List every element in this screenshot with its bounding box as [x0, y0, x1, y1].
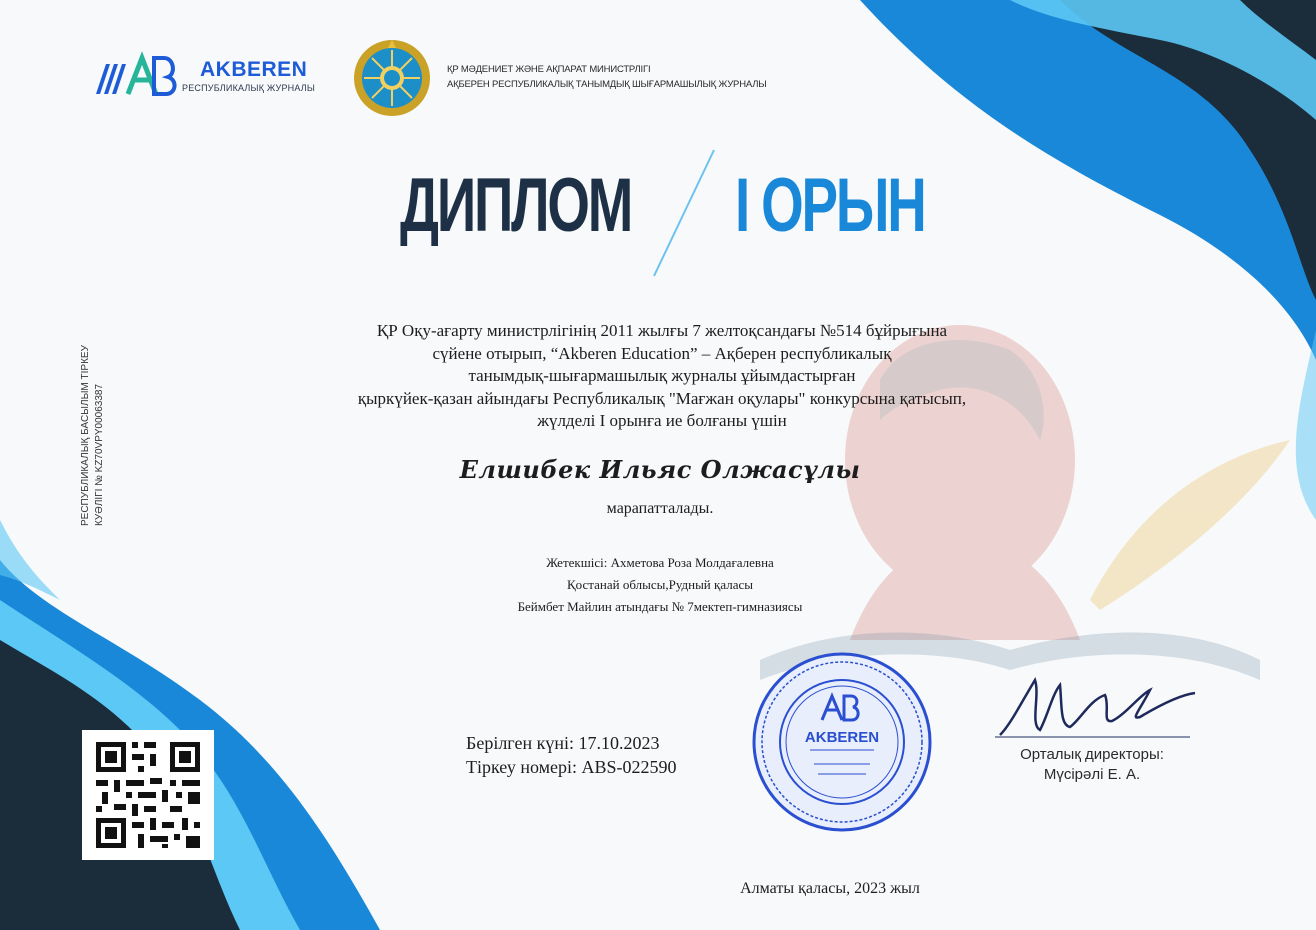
- title-diploma: ДИПЛОМ: [400, 163, 632, 248]
- state-emblem: [352, 38, 432, 123]
- ministry-line-1: ҚР МӘДЕНИЕТ ЖӘНЕ АҚПАРАТ МИНИСТРЛІГІ: [447, 64, 651, 75]
- ministry-header: [447, 62, 766, 92]
- logo-name: AKBEREN: [200, 58, 308, 81]
- side-text-line-2: КУӘЛІГІ № KZ70VPY00063387: [94, 383, 105, 526]
- director-title: Орталық директоры:: [1020, 746, 1164, 763]
- body-line-1: ҚР Оқу-ағарту министрлігінің 2011 жылғы 7 желтоқсандағы №514 бұйрығына: [376, 321, 948, 340]
- body-line-5: жүлделі І орынға ие болғаны үшін: [537, 411, 787, 430]
- ministry-line-2: АҚБЕРЕН РЕСПУБЛИКАЛЫҚ ТАНЫМДЫҚ ШЫҒАРМАШЫЛЫҚ ЖУРНАЛЫ: [447, 79, 767, 90]
- stamp-seal-icon: [750, 650, 934, 834]
- body-line-3: танымдық-шығармашылық журналы ұйымдастырған: [468, 366, 856, 385]
- diploma-body: [250, 320, 1074, 433]
- official-stamp: [750, 650, 934, 839]
- director-name: Мүсірәлі Е. А.: [1043, 766, 1141, 783]
- issue-date: Берілген күні: 17.10.2023: [466, 733, 660, 753]
- supervisor-name: Жетекшісі: Ахметова Роза Молдағалевна: [546, 555, 774, 570]
- supervisor-block: [420, 552, 900, 618]
- body-line-2: сүйене отырып, “Akberen Education” – Ақберен республикалық: [432, 343, 892, 363]
- supervisor-location: Қостанай облысы,Рудный қаласы: [567, 577, 753, 592]
- body-line-4: қыркүйек-қазан айындағы Республикалық "Мағжан оқулары" конкурсына қатысып,: [357, 388, 967, 408]
- side-text-line-1: РЕСПУБЛИКАЛЫҚ БАСЫЛЫМ ТІРКЕУ: [80, 345, 91, 526]
- director-signature: [990, 665, 1200, 750]
- signature-icon: [990, 665, 1200, 745]
- stamp-name: AKBEREN: [804, 729, 880, 746]
- director-block: [982, 745, 1202, 785]
- kazakhstan-emblem-icon: [352, 38, 432, 118]
- qr-code-icon: [82, 730, 214, 860]
- title-place: I ОРЫН: [735, 163, 925, 248]
- qr-code: [82, 730, 214, 860]
- recipient-name: Елшибек Ильяс Олжасұлы: [459, 455, 861, 484]
- logo-subtitle: РЕСПУБЛИКАЛЫҚ ЖУРНАЛЫ: [182, 83, 316, 93]
- registration-number: Тіркеу номері: ABS-022590: [466, 757, 677, 777]
- supervisor-school: Беймбет Майлин атындағы № 7мектеп-гимназиясы: [517, 599, 803, 614]
- registration-side-text: [80, 268, 120, 528]
- issue-info: [466, 731, 677, 779]
- akberen-logo-mark-icon: [92, 50, 182, 100]
- awarded-text: марапатталады.: [606, 500, 714, 517]
- city-year: Алматы қаласы, 2023 жыл: [740, 880, 920, 897]
